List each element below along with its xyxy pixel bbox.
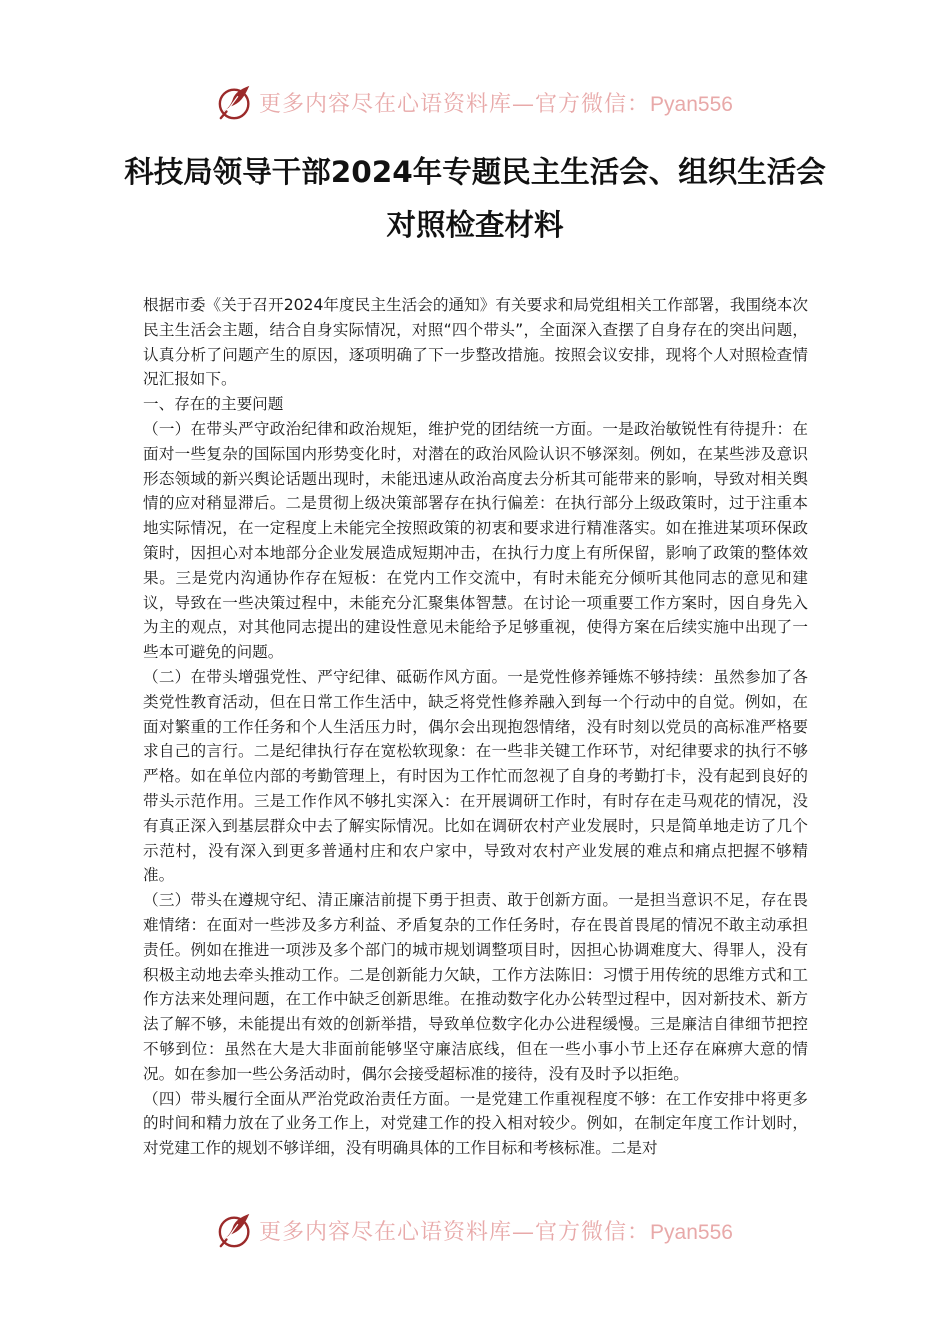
watermark-text: 更多内容尽在心语资料库—官方微信：Pyan556 [259, 91, 733, 117]
watermark-banner-top [0, 80, 950, 124]
watermark-text: 更多内容尽在心语资料库—官方微信：Pyan556 [259, 1219, 733, 1245]
body-paragraph: （二）在带头增强党性、严守纪律、砥砺作风方面。一是党性修养锤炼不够持续：虽然参加了各类党性教育活动，但在日常工作生活中，缺乏将党性修养融入到每一个行动中的自觉。例如，在面对繁重的工作任务和个人生活压力时，偶尔会出现抱怨情绪，没有时刻以党员的高标准严格要求自己的言行。二是纪律执行存在宽松软现象：在一些非关键工作环节，对纪律要求的执行不够严格。如在单位内部的考勤管理上，有时因为工作忙而忽视了自身的考勤打卡，没有起到良好的带头示范作用。三是工作作风不够扎实深入：在开展调研工作时，有时存在走马观花的情况，没有真正深入到基层群众中去了解实际情况。比如在调研农村产业发展时，只是简单地走访了几个示范村，没有深入到更多普通村庄和农户家中，导致对农村产业发展的难点和痛点把握不够精准。 [143, 667, 808, 885]
quill-logo-icon [217, 82, 255, 122]
body-paragraph: （一）在带头严守政治纪律和政治规矩，维护党的团结统一方面。一是政治敏锐性有待提升：在面对一些复杂的国际国内形势变化时，对潜在的政治风险认识不够深刻。例如，在某些涉及意识形态领域的新兴舆论话题出现时，未能迅速从政治高度去分析其可能带来的影响，导致对相关舆情的应对稍显滞后。二是贯彻上级决策部署存在执行偏差：在执行部分上级政策时，过于注重本地实际情况，在一定程度上未能完全按照政策的初衷和要求进行精准落实。如在推进某项环保政策时，因担心对本地部分企业发展造成短期冲击，在执行力度上有所保留，影响了政策的整体效果。三是党内沟通协作存在短板：在党内工作交流中，有时未能充分倾听其他同志的意见和建议，导致在一些决策过程中，未能充分汇聚集体智慧。在讨论一项重要工作方案时，因自身先入为主的观点，对其他同志提出的建设性意见未能给予足够重视，使得方案在后续实施中出现了一些本可避免的问题。 [143, 419, 808, 662]
section-heading: 一、存在的主要问题 [143, 395, 284, 414]
intro-paragraph: 根据市委《关于召开2024年度民主生活会的通知》有关要求和局党组相关工作部署，我围绕本次民主生活会主题，结合自身实际情况，对照“四个带头”，全面深入查摆了自身存在的突出问题，认真分析了问题产生的原因，逐项明确了下一步整改措施。按照会议安排，现将个人对照检查情况汇报如下。 [143, 296, 808, 389]
watermark-banner-bottom [0, 1208, 950, 1252]
body-paragraph: （三）带头在遵规守纪、清正廉洁前提下勇于担责、敢于创新方面。一是担当意识不足，存在畏难情绪：在面对一些涉及多方利益、矛盾复杂的工作任务时，存在畏首畏尾的情况不敢主动承担责任。例如在推进一项涉及多个部门的城市规划调整项目时，因担心协调难度大、得罪人，没有积极主动地去牵头推动工作。二是创新能力欠缺，工作方法陈旧：习惯于用传统的思维方式和工作方法来处理问题，在工作中缺乏创新思维。在推动数字化办公转型过程中，因对新技术、新方法了解不够，未能提出有效的创新举措，导致单位数字化办公进程缓慢。三是廉洁自律细节把控不够到位：虽然在大是大非面前能够坚守廉洁底线，但在一些小事小节上还存在麻痹大意的情况。如在参加一些公务活动时，偶尔会接受超标准的接待，没有及时予以拒绝。 [143, 891, 808, 1083]
body-paragraph: （四）带头履行全面从严治党政治责任方面。一是党建工作重视程度不够：在工作安排中将更多的时间和精力放在了业务工作上，对党建工作的投入相对较少。例如，在制定年度工作计划时，对党建工作的规划不够详细，没有明确具体的工作目标和考核标准。二是对 [143, 1089, 808, 1158]
quill-logo-icon [217, 1210, 255, 1250]
document-body [143, 293, 808, 1161]
document-title: 科技局领导干部2024年专题民主生活会、组织生活会对照检查材料 [124, 155, 826, 242]
